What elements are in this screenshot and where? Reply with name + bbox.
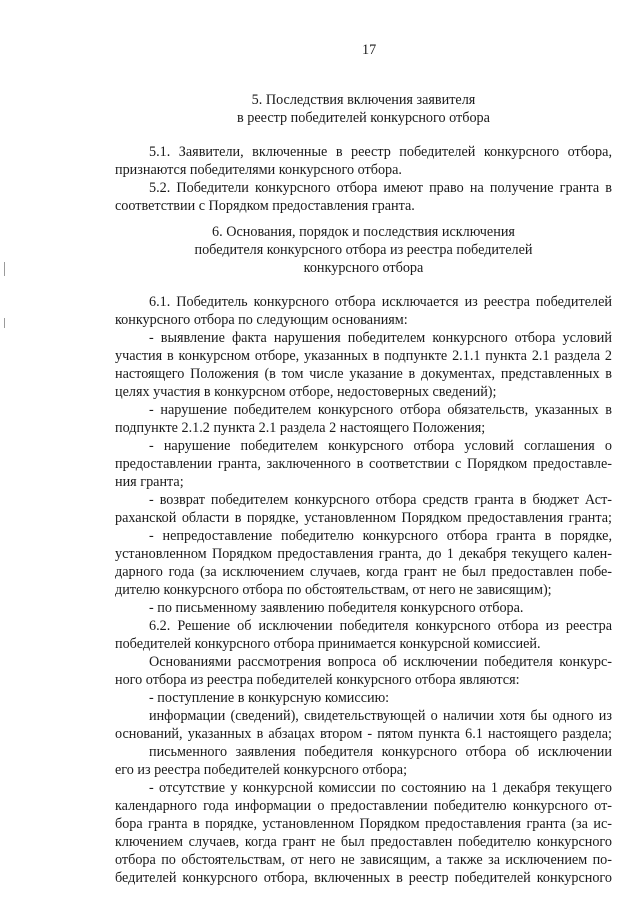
- paragraph-5-1-line-2: признаются победителями конкурсного отбора.: [115, 162, 402, 178]
- body-line: ного отбора из реестра победителей конкурсного отбора являются:: [115, 672, 520, 688]
- section-6-heading-line-3: конкурсного отбора: [303, 260, 424, 276]
- body-line: установленном Порядком предоставления гранта, до 1 декабря текущего кален-: [115, 546, 612, 562]
- scan-margin-mark: [4, 318, 5, 328]
- body-line: конкурсного отбора по следующим основаниям:: [115, 312, 408, 328]
- section-6-heading-line-2: победителя конкурсного отбора из реестра победителей: [194, 242, 533, 258]
- body-line: - непредоставление победителю конкурсного отбора гранта в порядке,: [149, 528, 612, 544]
- body-line: информации (сведений), свидетельствующей о наличии хотя бы одного из: [149, 708, 612, 724]
- body-line: победителей конкурсного отбора принимается конкурсной комиссией.: [115, 636, 541, 652]
- body-line: оснований, указанных в абзацах втором - пятом пункта 6.1 настоящего раздела;: [115, 726, 612, 742]
- body-line: письменного заявления победителя конкурсного отбора об исключении: [149, 744, 612, 760]
- paragraph-5-2-line-2: соответствии с Порядком предоставления гранта.: [115, 198, 415, 214]
- paragraph-5-2-line-1: 5.2. Победители конкурсного отбора имеют право на получение гранта в: [149, 180, 612, 196]
- section-6-heading-line-1: 6. Основания, порядок и последствия исключения: [212, 224, 515, 240]
- body-line: - выявление факта нарушения победителем конкурсного отбора условий: [149, 330, 612, 346]
- section-5-heading-line-1: 5. Последствия включения заявителя: [251, 92, 476, 108]
- scan-margin-mark: [4, 262, 5, 276]
- body-line: предоставлении гранта, заключенного в соответствии с Порядком предоставле-: [115, 456, 612, 472]
- body-line: ключением случаев, когда грант не был предоставлен победителю конкурсного: [115, 834, 612, 850]
- body-line: бедителей конкурсного отбора, включенных в реестр победителей конкурсного: [115, 870, 612, 886]
- body-line: - поступление в конкурсную комиссию:: [149, 690, 390, 706]
- section-5-heading-line-2: в реестр победителей конкурсного отбора: [237, 110, 490, 126]
- body-line: его из реестра победителей конкурсного отбора;: [115, 762, 408, 778]
- body-line: отбора по обстоятельствам, от него не зависящим, а также за исключением по-: [115, 852, 612, 868]
- body-line: дарного года (за исключением случаев, когда грант не был предоставлен побе-: [115, 564, 612, 580]
- body-line: 6.1. Победитель конкурсного отбора исключается из реестра победителей: [149, 294, 612, 310]
- body-line: - нарушение победителем конкурсного отбора условий соглашения о: [149, 438, 612, 454]
- body-line: участия в конкурсном отборе, указанных в подпункте 2.1.1 пункта 2.1 раздела 2: [115, 348, 612, 364]
- body-line: ния гранта;: [115, 474, 184, 490]
- body-line: - отсутствие у конкурсной комиссии по состоянию на 1 декабря текущего: [149, 780, 612, 796]
- body-line: подпункте 2.1.2 пункта 2.1 раздела 2 настоящего Положения;: [115, 420, 486, 436]
- body-line: настоящего Положения (в том числе указание в документах, представленных в: [115, 366, 612, 382]
- body-line: дителю конкурсного отбора по обстоятельствам, от него не зависящим);: [115, 582, 552, 598]
- body-line: - нарушение победителем конкурсного отбора обязательств, указанных в: [149, 402, 612, 418]
- page-number: 17: [362, 42, 377, 58]
- body-line: Основаниями рассмотрения вопроса об исключении победителя конкурс-: [149, 654, 612, 670]
- body-line: целях участия в конкурсном отборе, недостоверных сведений);: [115, 384, 497, 400]
- paragraph-5-1-line-1: 5.1. Заявители, включенные в реестр победителей конкурсного отбора,: [149, 144, 612, 160]
- body-line: календарного года информации о предоставлении победителю конкурсного от-: [115, 798, 612, 814]
- body-line: раханской области в порядке, установленном Порядком предоставления гранта;: [115, 510, 612, 526]
- body-line: 6.2. Решение об исключении победителя конкурсного отбора из реестра: [149, 618, 612, 634]
- body-line: бора гранта в порядке, установленном Порядком предоставления гранта (за ис-: [115, 816, 612, 832]
- body-line: - по письменному заявлению победителя конкурсного отбора.: [149, 600, 524, 616]
- body-line: - возврат победителем конкурсного отбора средств гранта в бюджет Аст-: [149, 492, 612, 508]
